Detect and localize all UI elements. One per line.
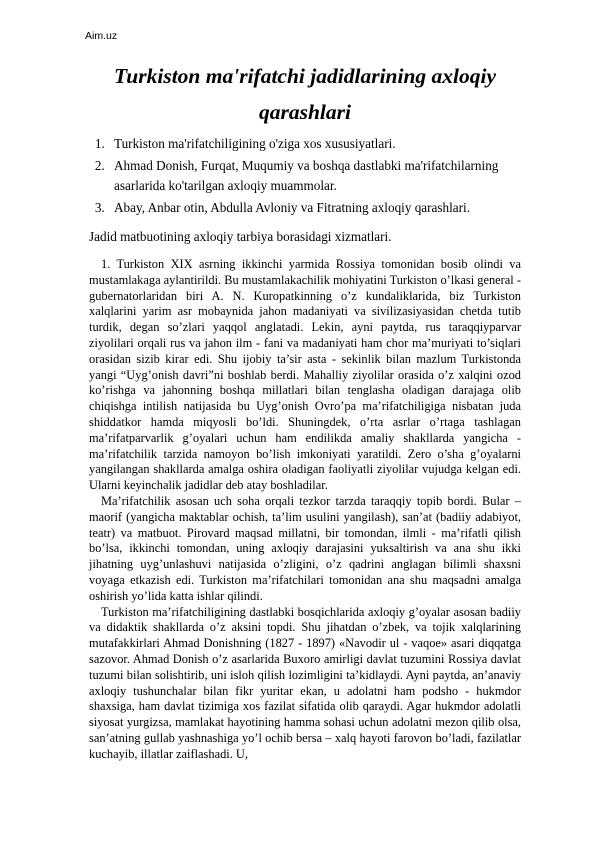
paragraph: Ma’rifatchilik asosan uch soha orqali tezkor tarzda taraqqiy topib bordi. Bular – maorif (yangicha maktablar ochish, ta’lim usulini yangilash), san’at (badiiy adabiyot, teatr) va matbuot. Pirovard maqsad millatni, bir tomondan, ilmli - ma’rifatli qilish bo’lsa, ikkinchi tomondan, uning axloqiy darajasini yuksaltirish va ana shu ikki jihatning uyg’unlashuvi natijasida o’zligini, o’z qadrini anglagan bilimli shaxsni voyaga etkazish edi. Turkiston ma’rifatchilari tomonidan ana shu maqsadni amalga oshirish yo’lida katta ishlar qilindi.: [89, 493, 521, 603]
paragraph: Turkiston ma’rifatchiligining dastlabki bosqichlarida axloqiy g’oyalar asosan badiiy va didaktik shakllarda o’z aksini topdi. Shu jihatdan o’zbek, va tojik xalqlarining mutafakkirlari Ahmad Donishning (1827 - 1897) «Navodir ul - vaqoe» asari diqqatga sazovor. Ahmad Donish o’z asarlarida Buxoro amirligi davlat tuzumini Rossiya davlat tuzumi bilan solishtirib, uni isloh qilish lozimligini ta’kidlaydi. Ayni paytda, an’anaviy axloqiy tushunchalar bilan fikr yuritar ekan, u adolatni ham podsho - hukmdor shaxsiga, ham davlat tizimiga xos fazilat sifatida olib qaraydi. Agar hukmdor adolatli siyosat yurgizsa, mamlakat hayotining hamma sohasi uchun adolatni mezon qilib olsa, san’atning gullab yashnashiga yo’l ochib bersa – xalq hayoti farovon bo’ladi, fazilatlar kuchayib, illatlar zaiflashadi. U,: [89, 604, 521, 761]
plan-item-unnumbered: Jadid matbuotining axloqiy tarbiya borasidagi xizmatlari.: [89, 229, 392, 244]
document-title: Turkiston ma'rifatchi jadidlarining axloqiy qarashlari: [113, 64, 497, 124]
plan-item: 3. Abay, Anbar otin, Abdulla Avloniy va Fitratning axloqiy qarashlari.: [108, 198, 548, 218]
plan-item: 2. Ahmad Donish, Furqat, Muqumiy va boshqa dastlabki ma'rifatchilarning asarlarida ko'tarilgan axloqiy muammolar.: [108, 156, 548, 196]
topic-plan-list: [89, 134, 548, 220]
site-name: Aim.uz: [85, 30, 118, 42]
plan-item: 1. Turkiston ma'rifatchiligining o'ziga xos xususiyatlari.: [108, 134, 548, 154]
paragraph: 1. Turkiston XIX asrning ikkinchi yarmida Rossiya tomonidan bosib olindi va mustamlakaga aylantirildi. Bu mustamlakachilik mohiyatini Turkiston o’lkasi general - gubernatorlaridan biri A. N. Kuropatkinning o’z kundaliklarida, biz Turkiston xalqlarini yarim asr mobaynida jahon madaniyati va sivilizasiyasidan chetda tutib turdik, degan so’zlari yaqqol anglatadi. Lekin, ayni paytda, rus taraqqiyparvar ziyolilari orqali rus va jahon ilm - fani va madaniyati ham chor ma’muriyati to’siqlari orasidan sizib kirar edi. Shu ijobiy ta’sir asta - sekinlik bilan mazlum Turkistonda yangi “Uyg’onish davri”ni boshlab berdi. Mahalliy ziyolilar orasida o’z xalqini ozod ko’rishga va jahonning boshqa millatlari bilan tenglasha oladigan darajaga olib chiqishga intilish natijasida bu Uyg’onish Ovro’pa ma’rifatchiligiga nisbatan juda shiddatkor hamda miqyosli bo’ldi. Shuningdek, o’rta asrlar o’rtaga tashlagan ma’rifatparvarlik g’oyalari uchun ham endilikda amaliy shakllarda yangicha - ma’rifatchilik tarzida namoyon bo’lish imkoniyati yaratildi. Zero o’sha g’oyalarni yangilangan shakllarda amalga oshira oladigan faoliyatli ziyolilar vujudga kelgan edi. Ularni keyinchalik jadidlar deb atay boshladilar.: [89, 257, 521, 493]
document-body: [89, 257, 521, 763]
